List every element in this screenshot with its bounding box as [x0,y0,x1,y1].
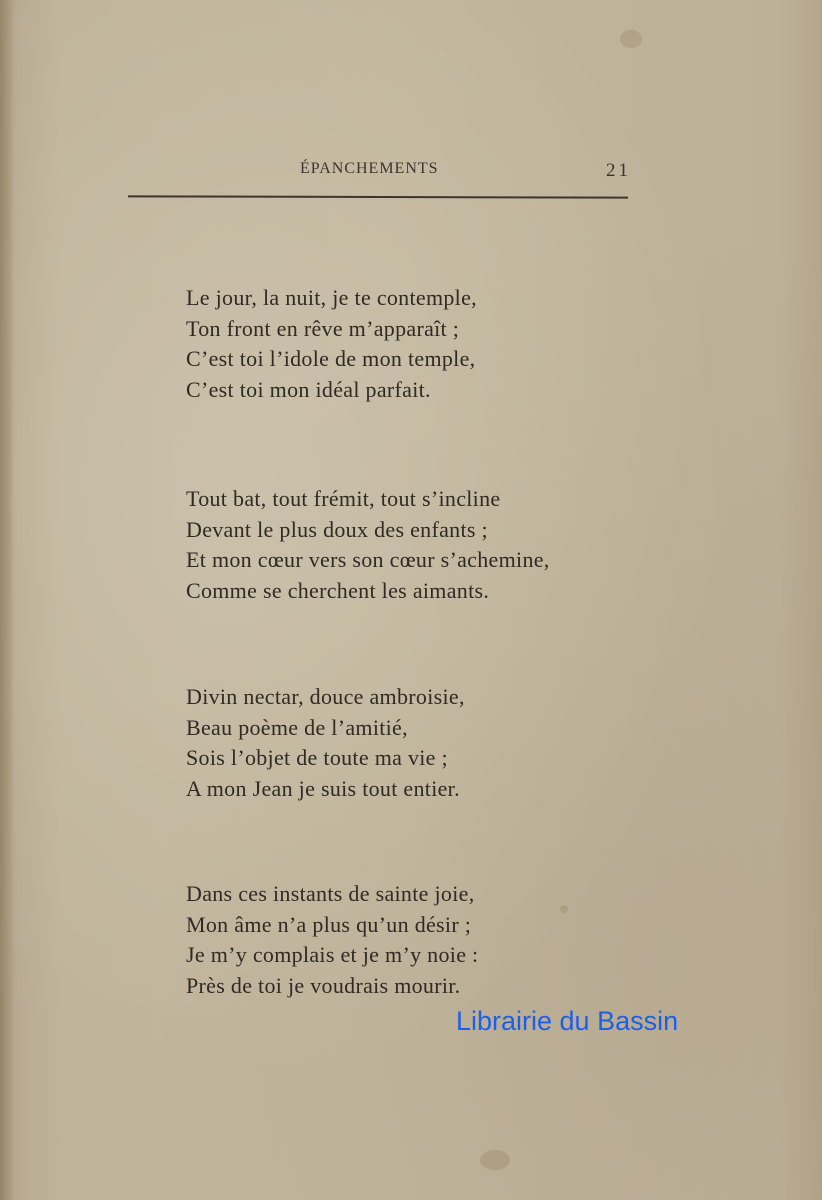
verse-line: A mon Jean je suis tout entier. [186,775,460,801]
verse-line: Beau poème de l’amitié, [186,714,408,740]
verse-line: Et mon cœur vers son cœur s’achemine, [186,547,550,572]
stanza-2 [186,484,550,606]
verse-line: Comme se cherchent les aimants. [186,577,490,603]
verse-line: Sois l’objet de toute ma vie ; [186,745,448,770]
stanza-3 [186,682,465,804]
verse-line: Le jour, la nuit, je te contemple, [186,285,477,310]
stanza-4 [186,879,478,1001]
header-rule [128,195,628,198]
running-title: ÉPANCHEMENTS [300,160,439,177]
bookseller-watermark: Librairie du Bassin [456,1006,679,1036]
verse-line: Dans ces instants de sainte joie, [186,881,475,906]
verse-line: Devant le plus doux des enfants ; [186,516,488,542]
verse-line: Tout bat, tout frémit, tout s’incline [186,486,501,511]
verse-line: Je m’y complais et je m’y noie : [186,942,479,967]
page-number: 21 [606,160,631,181]
verse-line: Divin nectar, douce ambroisie, [186,684,465,709]
stanza-1 [186,283,477,405]
paper-foxing-spot [480,1150,510,1170]
page-gutter-shadow [0,0,14,1200]
verse-line: Près de toi je voudrais mourir. [186,972,461,998]
verse-line: C’est toi l’idole de mon temple, [186,346,476,371]
verse-line: Mon âme n’a plus qu’un désir ; [186,911,472,937]
paper-foxing-spot [620,30,642,48]
paper-foxing-spot [560,905,568,913]
verse-line: Ton front en rêve m’apparaît ; [186,315,460,341]
verse-line: C’est toi mon idéal parfait. [186,376,431,402]
